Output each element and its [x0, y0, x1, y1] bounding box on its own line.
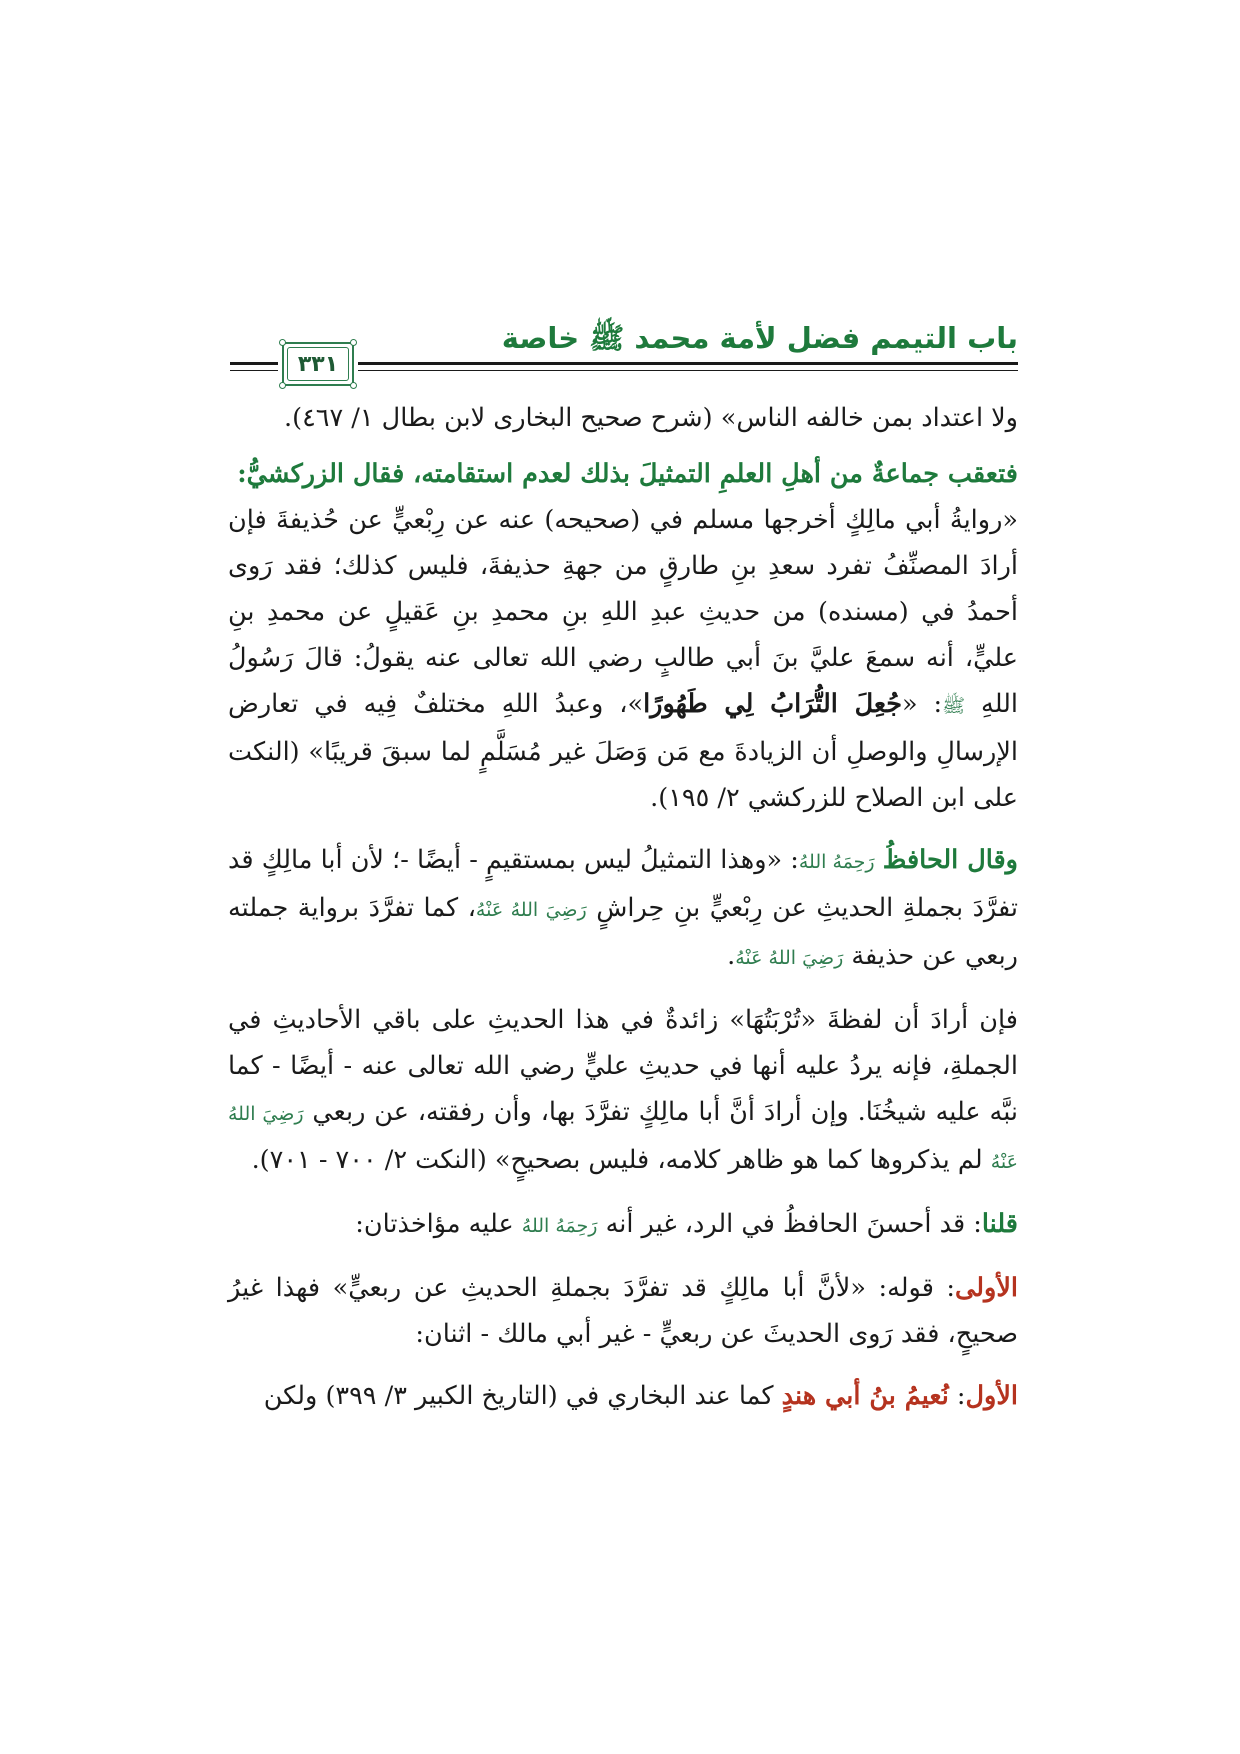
body-text: كما عند البخاري في (التاريخ الكبير ٣/ ٣٩٩) ولكن: [263, 1381, 774, 1411]
body-text: : قوله: «لأنَّ أبا مالِكٍ قد تفرَّدَ بجملةِ الحديثِ عن ربعيٍّ» فهذا غيرُ صحيحٍ، فقد رَوى الحديثَ عن ربعيٍّ - غير أبي مالك - اثنان:: [228, 1273, 1018, 1349]
paragraph-1: ولا اعتداد بمن خالفه الناس» (شرح صحيح البخارى لابن بطال ١/ ٤٦٧).: [284, 403, 1018, 433]
quote-text: »، وعبدُ اللهِ مختلفٌ فِيه في تعارض الإرسالِ والوصلِ أن الزيادةَ مع مَن وَصَلَ غير مُسَلَّمٍ لما سبقَ قريبًا» (النكت على ابن الصلاح للزركشي ٢/ ١٩٥).: [228, 689, 1018, 813]
page-number-frame: [282, 342, 354, 386]
quote-text: «روايةُ أبي مالِكٍ أخرجها مسلم في (صحيحه) عنه عن رِبْعيٍّ عن حُذيفةَ فإن أرادَ المصنِّفُ تفرد سعدِ بنِ طارقٍ من جهةِ حذيفةَ، فليس كذلك؛ فقد رَوى أحمدُ في (مسنده) من حديثِ عبدِ اللهِ بنِ محمدِ بنِ عَقيلٍ عن محمدِ بنِ عليٍّ، أنه سمعَ عليَّ بنَ أبي طالبٍ رضي الله تعالى عنه يقولُ: قالَ رَسُولُ اللهِ: [228, 505, 1019, 719]
frame-ornament: [350, 382, 357, 389]
paragraph-2: [228, 497, 1018, 821]
radiyallahu-honorific: رَضِيَ اللهُ عَنْهُ: [228, 1103, 1018, 1173]
salawat-honorific: ﷺ: [942, 695, 966, 717]
page-number: ٣٣١: [287, 347, 349, 381]
green-heading: فتعقب جماعةٌ من أهلِ العلمِ التمثيلَ بذلك لعدم استقامته، فقال الزركشيُّ:: [237, 459, 1018, 489]
chapter-title: باب التيمم فضل لأمة محمد ﷺ خاصة: [501, 321, 1018, 355]
paragraph-4: [228, 997, 1018, 1185]
rahimahullah-honorific: رَحِمَهُ اللهُ: [798, 851, 875, 873]
quote-text: : «: [901, 689, 943, 719]
narrator-name: نُعيمُ بنُ أبي هندٍ: [781, 1381, 949, 1411]
body-text: لم يذكروها كما هو ظاهر كلامه، فليس بصحيحٍ» (النكت ٢/ ٧٠٠ - ٧٠١).: [251, 1145, 983, 1175]
quote-text: : «وهذا التمثيلُ ليس بمستقيمٍ - أيضًا -؛ لأن أبا مالِكٍ قد تفرَّدَ بجملةِ الحديثِ عن رِبْعيٍّ بنِ حِراشٍ: [228, 845, 1019, 923]
paragraph-6: [228, 1265, 1018, 1357]
speaker-label: وقال الحافظُ: [882, 845, 1018, 875]
quote-text: ، كما تفرَّدَ برواية جملته ربعي عن حذيفة: [228, 893, 1018, 971]
page-header: [230, 318, 1018, 380]
page-body: [228, 395, 1018, 1429]
first-point-label: الأولى: [955, 1273, 1018, 1303]
body-text: فإن أرادَ أن لفظةَ «تُرْبَتُهَا» زائدةٌ في هذا الحديثِ على باقي الأحاديثِ في الجملةِ، فإنه يردُ عليه أنها في حديثِ عليٍّ رضي الله تعالى عنه - أيضًا - كما نبَّه عليه شيخُنَا. وإن أرادَ أنَّ أبا مالِكٍ تفرَّدَ بها، وأن رفقته، عن ربعي: [228, 1005, 1018, 1127]
first-narrator-label: الأول: [965, 1381, 1018, 1411]
qulna-label: قلنا: [981, 1209, 1018, 1239]
radiyallahu-honorific: رَضِيَ اللهُ عَنْهُ: [475, 899, 587, 921]
paragraph-5: [228, 1201, 1018, 1249]
hadith-text: جُعِلَ التُّرَابُ لِي طَهُورًا: [643, 689, 902, 719]
quote-text: .: [727, 941, 736, 971]
body-text: عليه مؤاخذتان:: [355, 1209, 514, 1239]
frame-ornament: [350, 339, 357, 346]
paragraph-3: [228, 837, 1018, 981]
header-rule-left-thin: [230, 370, 278, 371]
rahimahullah-honorific: رَحِمَهُ اللهُ: [521, 1215, 598, 1237]
paragraph-7: الأول: نُعيمُ بنُ أبي هندٍ كما عند البخاري في (التاريخ الكبير ٣/ ٣٩٩) ولكن: [263, 1381, 1018, 1411]
radiyallahu-honorific: رَضِيَ اللهُ عَنْهُ: [735, 947, 844, 969]
paragraph-2-lead: [228, 451, 1018, 497]
header-rule-right-thick: [358, 362, 1018, 365]
header-rule-right-thin: [358, 370, 1018, 371]
header-rule-left-thick: [230, 362, 278, 365]
frame-ornament: [279, 339, 286, 346]
frame-ornament: [279, 382, 286, 389]
body-text: : قد أحسنَ الحافظُ في الرد، غير أنه: [605, 1209, 982, 1239]
